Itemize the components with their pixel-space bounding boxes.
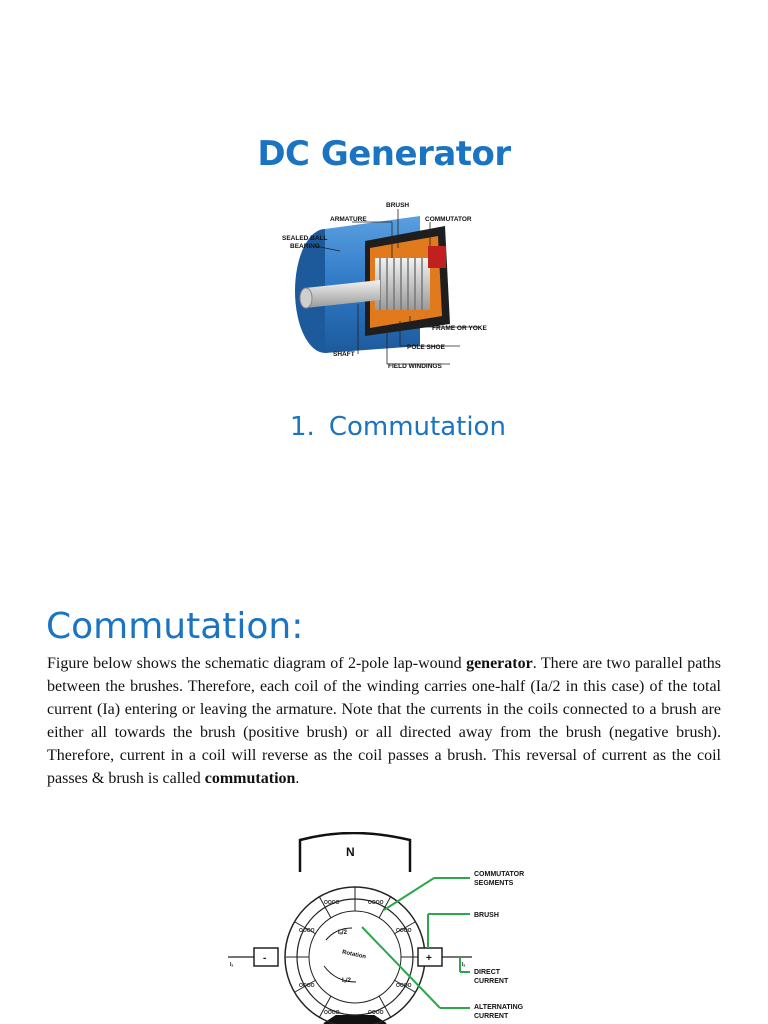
callout-lines (362, 878, 470, 1008)
ia-left-label: Iₐ (230, 962, 234, 968)
label-brush: BRUSH (474, 912, 499, 919)
coil-mark: OOOO (396, 928, 412, 934)
coil-mark: OOOO (396, 983, 412, 989)
label-sealed-ball: SEALED BALL (282, 235, 328, 242)
list-item-number: 1. (290, 412, 315, 442)
slide-title: DC Generator (257, 134, 511, 174)
label-brush: BRUSH (386, 202, 410, 209)
pole-n-label: N (346, 845, 355, 859)
coil-mark: OOOO (324, 1010, 340, 1016)
shaft-end (300, 288, 312, 308)
bottom-arrow (324, 966, 356, 982)
list-item-text: Commutation (328, 412, 506, 442)
coil-mark: OOOO (368, 1010, 384, 1016)
ia-right-label: Iₐ (462, 962, 466, 968)
para-bold-generator: generator (466, 655, 533, 672)
slide-title: Commutation: (46, 606, 304, 647)
coil-mark: OOOO (299, 983, 315, 989)
north-pole-shoe (300, 833, 410, 872)
label-direct-current-1: DIRECT (474, 969, 501, 976)
callout-labels (474, 871, 524, 1020)
label-commutator: COMMUTATOR (425, 216, 472, 223)
label-direct-current-2: CURRENT (474, 978, 509, 985)
half-current-top-label: Iₐ/2 (338, 930, 347, 936)
label-commutator-segments-2: SEGMENTS (474, 880, 514, 887)
dc-generator-cutaway-figure (270, 196, 495, 376)
para-text-1: Figure below shows the schematic diagram of 2-pole lap-wound (47, 655, 467, 672)
label-shaft: SHAFT (333, 351, 355, 358)
label-bearing: BEARING (290, 243, 320, 250)
lap-wound-commutation-diagram (224, 832, 544, 1024)
label-alternating-current-1: ALTERNATING (474, 1004, 524, 1011)
label-frame-or-yoke: FRAME OR YOKE (432, 325, 487, 332)
para-text-2: . There are two parallel paths between the brushes. Therefore, each coil of the winding carries one-half (Ia/2 in this case) of the total current (Ia) entering or leaving the armature. Note that the currents in the coils connected to a brush are either all towards the brush (positive brush) or all directed away from the brush (negative brush). Therefore, current in a coil will reverse as the coil passes a brush. This reversal of current as the coil passes & brush is called (47, 655, 721, 787)
label-pole-shoe: POLE SHOE (407, 344, 445, 351)
commutator-shape (428, 246, 446, 268)
half-current-bottom-label: Iₐ/2 (342, 978, 351, 984)
rotation-label: Rotation (341, 949, 367, 961)
list-item-commutation (290, 412, 506, 442)
coil-mark: OOOO (324, 900, 340, 906)
label-armature: ARMATURE (330, 216, 367, 223)
label-commutator-segments-1: COMMUTATOR (474, 871, 525, 878)
para-bold-commutation: commutation (204, 770, 296, 787)
armature-core (375, 258, 430, 310)
commutation-paragraph (47, 652, 721, 790)
label-alternating-current-2: CURRENT (474, 1013, 509, 1020)
label-field-windings: FIELD WINDINGS (388, 363, 442, 370)
plus-label: + (426, 953, 432, 964)
para-text-3: . (295, 770, 300, 787)
coil-mark: OOOO (368, 900, 384, 906)
commutation-slide (0, 580, 768, 1024)
minus-label: - (263, 953, 267, 964)
coil-mark: OOOO (299, 928, 315, 934)
